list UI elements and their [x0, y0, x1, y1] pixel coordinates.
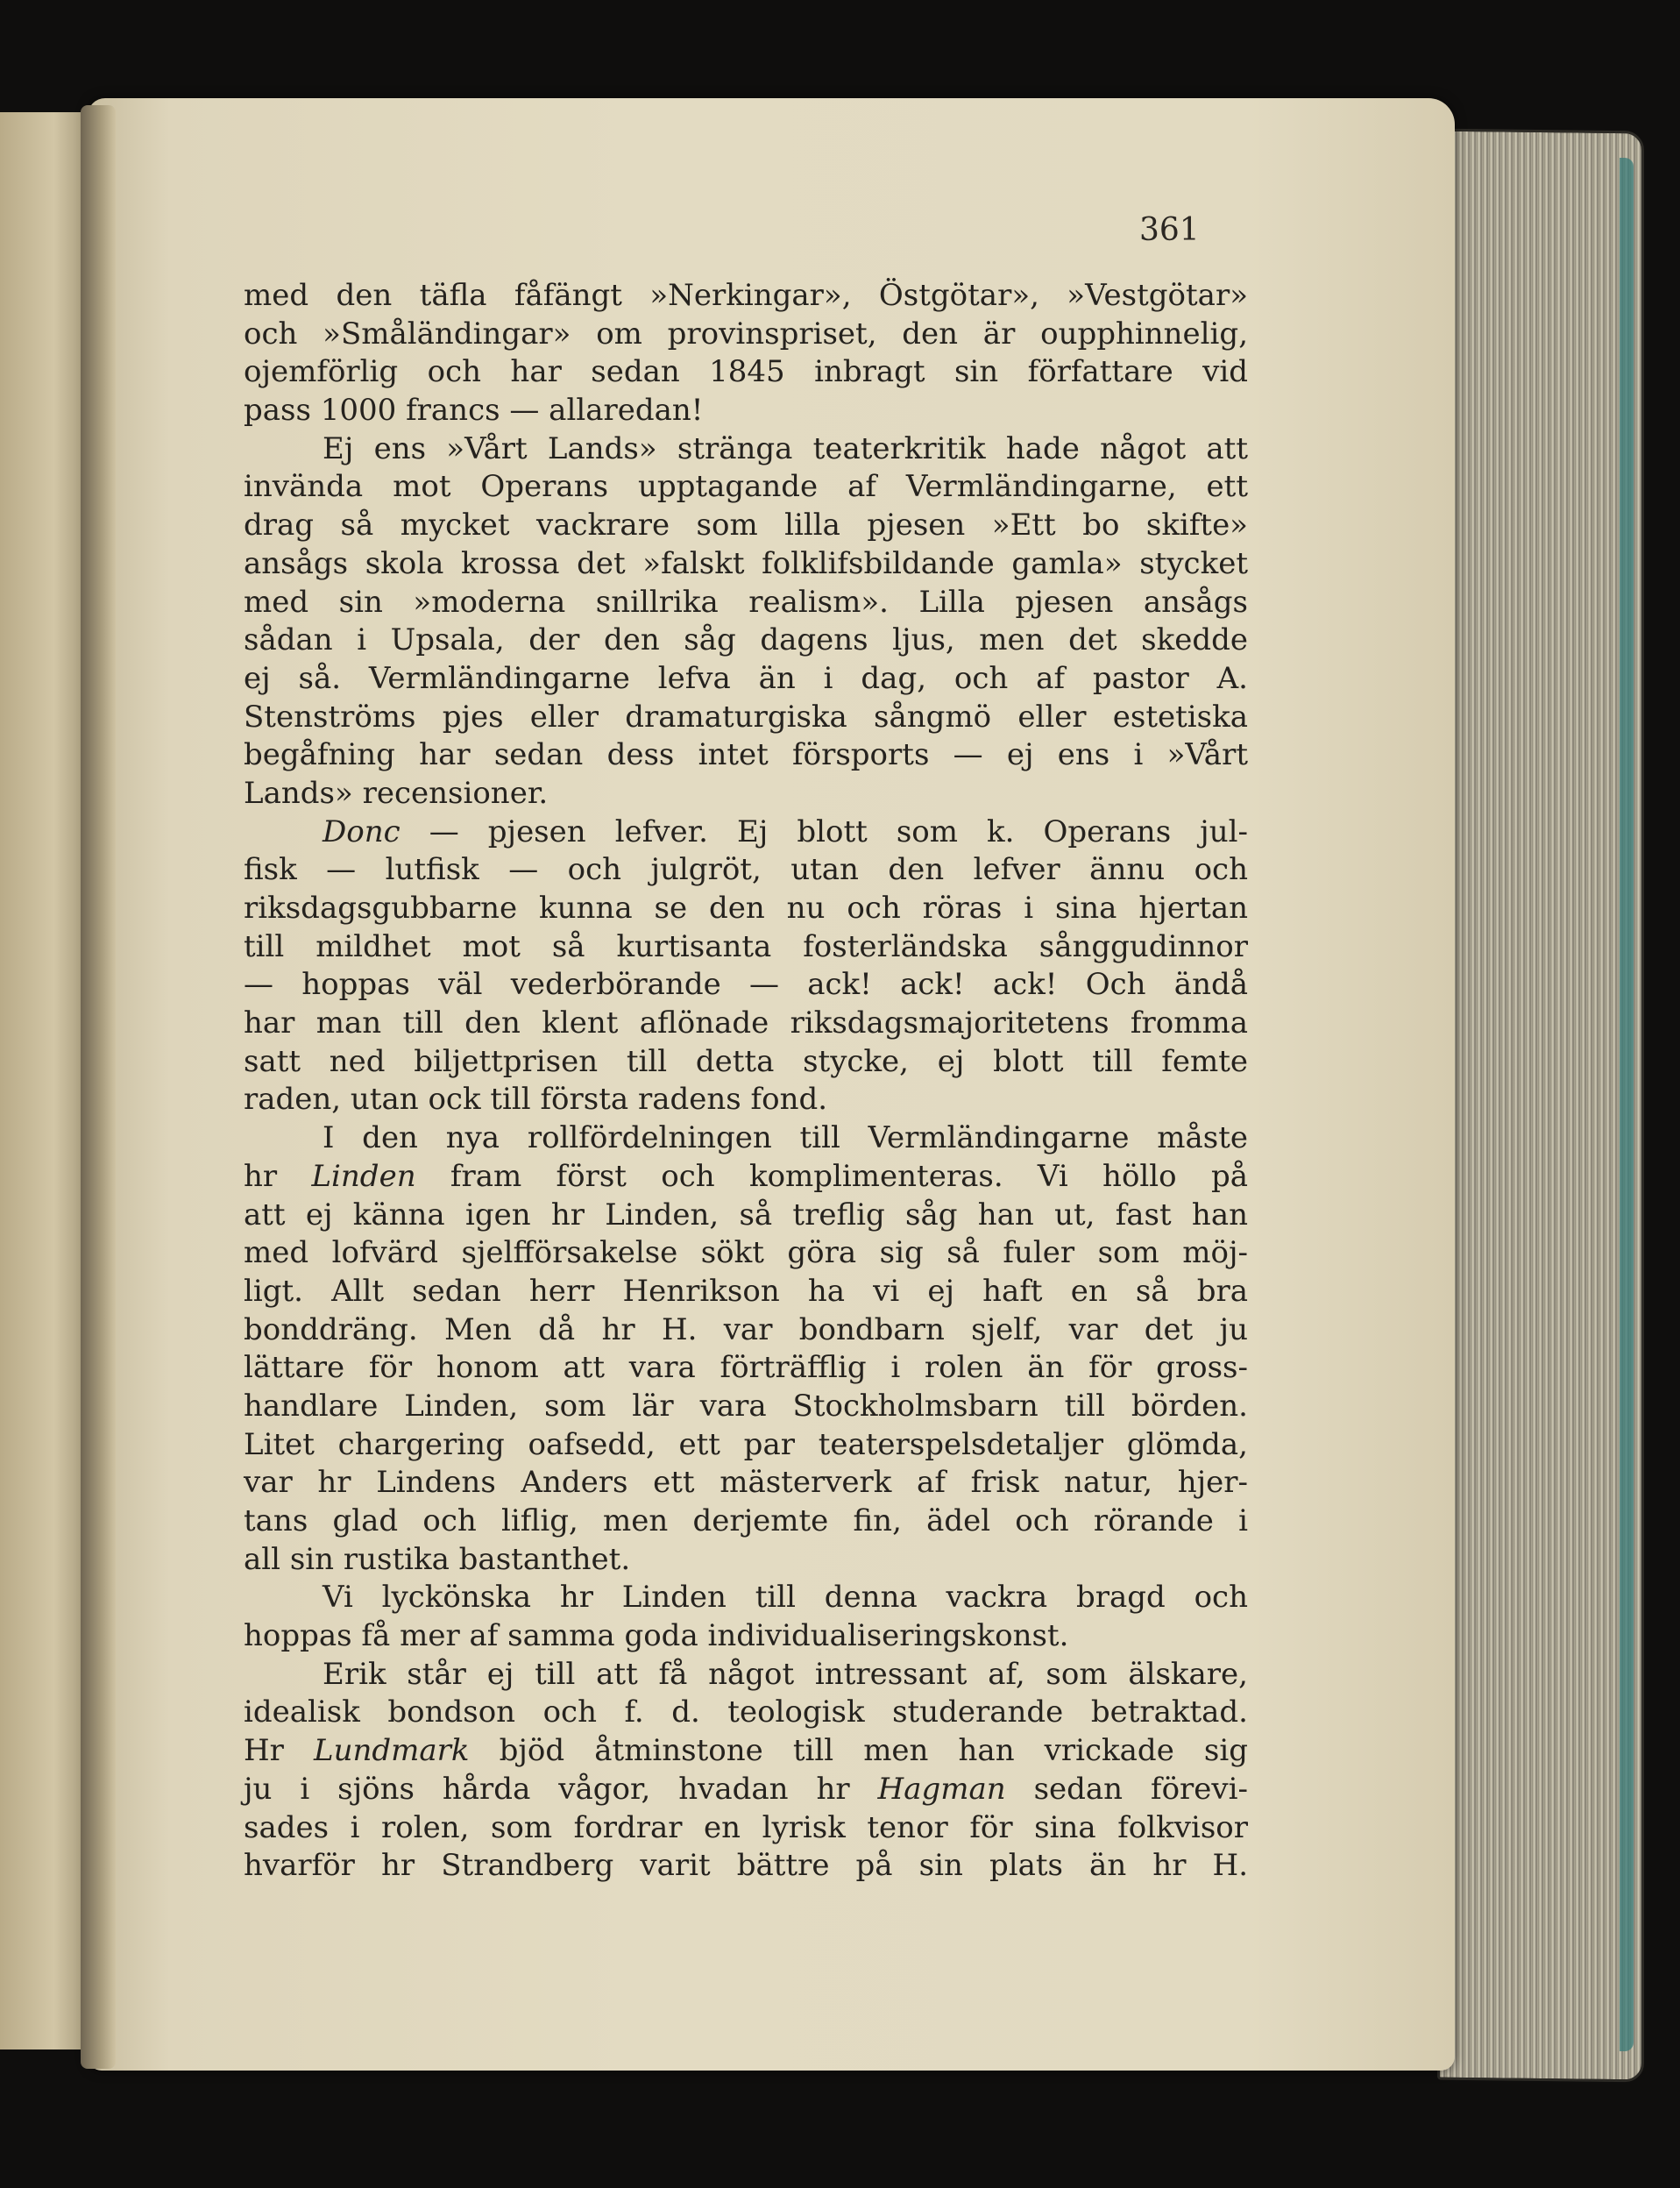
text-line: riksdagsgubbarne kunna se den nu och röras i sina hjertan — [244, 891, 1248, 926]
text-line: ligt. Allt sedan herr Henrikson ha vi ej haft en så bra — [244, 1273, 1248, 1309]
text-line: Vi lyckönska hr Linden till denna vackra bragd och — [323, 1580, 1248, 1616]
text-line: Hr Lundmark bjöd åtminstone till men han vrickade sig — [244, 1733, 1248, 1769]
text-line: ansågs skola krossa det »falskt folklifsbildande gamla» stycket — [244, 545, 1248, 581]
text-line: invända mot Operans upptagande af Vermländingarne, ett — [244, 469, 1248, 505]
text-line: med den täfla fåfängt »Nerkingar», Östgötar», »Vestgötar» — [244, 278, 1248, 313]
text-line: sades i rolen, som fordrar en lyrisk tenor för sina folkvisor — [244, 1809, 1248, 1845]
text-line: Ej ens »Vårt Lands» stränga teaterkritik hade något att — [323, 430, 1248, 466]
text-line: bonddräng. Men då hr H. var bondbarn sjelf, var det ju — [244, 1311, 1248, 1347]
text-line: fisk — lutfisk — och julgröt, utan den lefver ännu och — [244, 852, 1248, 888]
text-line: all sin rustika bastanthet. — [244, 1541, 631, 1577]
text-line: handlare Linden, som lär vara Stockholmsbarn till börden. — [244, 1388, 1248, 1424]
text-line: idealisk bondson och f. d. teologisk studerande betraktad. — [244, 1694, 1248, 1730]
text-line: med lofvärd sjelfförsakelse sökt göra sig så fuler som möj- — [244, 1235, 1248, 1271]
text-line: var hr Lindens Anders ett mästerverk af frisk natur, hjer- — [244, 1465, 1248, 1501]
closed-page-stack — [1437, 129, 1644, 2083]
text-line: ojemförlig och har sedan 1845 inbragt sin författare vid — [244, 354, 1248, 390]
page-number: 361 — [1139, 212, 1200, 248]
text-line: att ej känna igen hr Linden, så treflig såg han ut, fast han — [244, 1197, 1248, 1233]
text-line: till mildhet mot så kurtisanta fosterländska sånggudinnor — [244, 928, 1248, 964]
text-line: Erik står ej till att få något intressant af, som älskare, — [323, 1656, 1248, 1692]
text-line: begåfning har sedan dess intet försports — ej ens i »Vårt — [244, 737, 1248, 773]
text-line: satt ned biljettprisen till detta stycke, ej blott till femte — [244, 1043, 1248, 1079]
text-line: raden, utan ock till första radens fond. — [244, 1082, 828, 1118]
text-line: Lands» recensioner. — [244, 775, 549, 811]
text-line: med sin »moderna snillrika realism». Lilla pjesen ansågs — [244, 584, 1248, 620]
book-gutter — [81, 105, 116, 2069]
text-line: sådan i Upsala, der den såg dagens ljus, men det skedde — [244, 622, 1248, 658]
text-line: I den nya rollfördelningen till Vermländingarne måste — [323, 1120, 1248, 1156]
text-line: Stenströms pjes eller dramaturgiska sångmö eller estetiska — [244, 699, 1248, 735]
text-line: ej så. Vermländingarne lefva än i dag, och af pastor A. — [244, 660, 1248, 696]
text-line: Litet chargering oafsedd, ett par teaterspelsdetaljer glömda, — [244, 1426, 1248, 1462]
page-text — [244, 277, 1248, 1886]
page-stack-cover-edge — [1620, 158, 1634, 2051]
text-line: har man till den klent aflönade riksdagsmajoritetens fromma — [244, 1005, 1248, 1041]
text-line: och »Småländingar» om provinspriset, den är oupphinnelig, — [244, 316, 1248, 352]
text-line: pass 1000 francs — allaredan! — [244, 393, 704, 429]
text-line: — hoppas väl vederbörande — ack! ack! ack! Och ändå — [244, 967, 1248, 1003]
text-line: lättare för honom att vara förträfflig i rolen än för gross- — [244, 1350, 1248, 1386]
text-line: ju i sjöns hårda vågor, hvadan hr Hagman sedan förevi- — [244, 1771, 1248, 1807]
text-line: hoppas få mer af samma goda individualiseringskonst. — [244, 1618, 1069, 1654]
text-line: hr Linden fram först och komplimenteras. Vi höllo på — [244, 1158, 1248, 1194]
text-line: drag så mycket vackrare som lilla pjesen »Ett bo skifte» — [244, 508, 1248, 543]
text-line: tans glad och liflig, men derjemte fin, ädel och rörande i — [244, 1503, 1248, 1538]
text-line: Donc — pjesen lefver. Ej blott som k. Operans jul- — [323, 813, 1248, 849]
text-line: hvarför hr Strandberg varit bättre på sin plats än hr H. — [244, 1848, 1248, 1884]
